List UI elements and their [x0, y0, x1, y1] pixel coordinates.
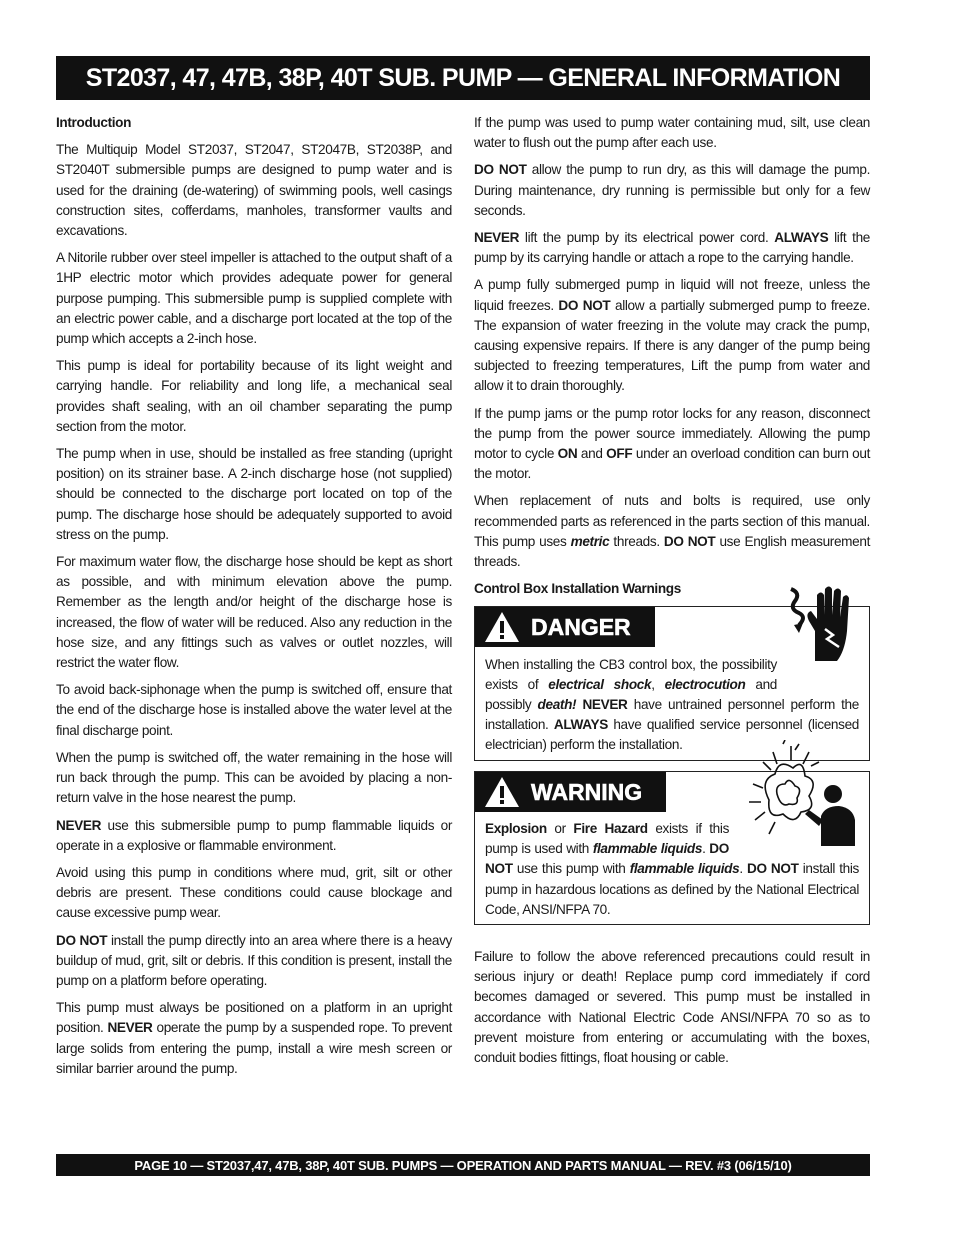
paragraph: DO NOT install the pump directly into an area where there is a heavy buildup of mud, grit, silt or debris. If this condition is present, install the pump on a platform before operating.: [56, 932, 452, 988]
paragraph: A pump fully submerged pump in liquid will not freeze, unless the liquid freezes. DO NOT allow a partially submerged pump to freeze. The expansion of water freezing in the volute may crack the pump, causing expensive repairs. If there is any danger of the pump being subjected to freezing temperatures, Lift the pump from water and allow it to drain thoroughly.: [474, 277, 870, 394]
page-title: ST2037, 47, 47B, 38P, 40T SUB. PUMP — GENERAL INFORMATION: [56, 56, 870, 100]
paragraph: To avoid back-siphonage when the pump is switched off, ensure that the end of the discharge hose is installed above the water level at the final discharge point.: [56, 682, 452, 738]
right-column: [474, 113, 870, 1075]
warning-triangle-icon: [483, 775, 521, 809]
danger-text: When installing the CB3 control box, the possibility exists of electrical shock, electrocution and possibly death! NEVER have untrained personnel perform the installation. ALWAYS have qualified service personnel (licensed electrician) perform the installation.: [485, 656, 859, 753]
warning-label: WARNING: [531, 778, 643, 805]
danger-callout: [474, 606, 870, 760]
paragraph: If the pump was used to pump water containing mud, silt, use clean water to flush out the pump after each use.: [474, 115, 870, 151]
paragraph: When replacement of nuts and bolts is required, use only recommended parts as referenced in the parts section of this manual. This pump uses metric threads. DO NOT use English measurement threads.: [474, 493, 870, 570]
paragraph: The Multiquip Model ST2037, ST2047, ST2047B, ST2038P, and ST2040T submersible pumps are designed to pump water and is used for the draining (de-watering) of swimming pools, well casings construction sites, cofferdams, manholes, transformer vaults and excavations.: [56, 142, 452, 239]
warning-text: Explosion or Fire Hazard exists if this pump is used with flammable liquids. DO NOT use this pump with flammable liquids. DO NOT install this pump in hazardous locations as defined by the National Electrical Code, ANSI/NFPA 70.: [485, 820, 859, 917]
warning-badge: [475, 772, 666, 812]
paragraph: For maximum water flow, the discharge hose should be kept as short as possible, and with minimum elevation above the pump. Remember as the length and/or height of the discharge hose is increased, the flow of water will be reduced. Also any reduction in the hose size, and any fittings such as valves or outlet nozzles, will restrict the water flow.: [56, 554, 452, 671]
paragraph: Avoid using this pump in conditions where mud, grit, silt or other debris are present. These conditions could cause blockage and cause excessive pump wear.: [56, 864, 452, 921]
danger-label: DANGER: [531, 614, 631, 641]
paragraph: The pump when in use, should be installed as free standing (upright position) on its strainer base. A 2-inch discharge hose (not supplied) should be connected to the discharge port located on top of the pump. The discharge hose should be adequately supported to avoid stress on the pump.: [56, 446, 452, 542]
page-footer: PAGE 10 — ST2037,47, 47B, 38P, 40T SUB. PUMPS — OPERATION AND PARTS MANUAL — REV. #3 (06/15/10): [56, 1154, 870, 1176]
paragraph: If the pump jams or the pump rotor locks for any reason, disconnect the pump from the power source immediately. Allowing the pump motor to cycle ON and OFF under an overload condition can burn out the motor.: [474, 405, 871, 482]
paragraph: NEVER use this submersible pump to pump flammable liquids or operate in a explosive or flammable environment.: [56, 817, 452, 853]
paragraph: This pump is ideal for portability because of its light weight and carrying handle. For reliability and long life, a mechanical seal provides shaft sealing, with an oil chamber separating the pump section from the motor.: [56, 358, 452, 434]
paragraph: NEVER lift the pump by its electrical power cord. ALWAYS lift the pump by its carrying handle or attach a rope to the carrying handle.: [474, 230, 870, 266]
danger-badge: [475, 607, 655, 647]
paragraph: When the pump is switched off, the water remaining in the hose will run back through the pump. This can be avoided by placing a non-return valve in the hose nearest the pump.: [56, 749, 452, 806]
left-column: [56, 113, 452, 1086]
paragraph: DO NOT allow the pump to run dry, as this will damage the pump. During maintenance, dry running is permissible but only for a few seconds.: [474, 162, 870, 218]
warning-callout: [474, 771, 870, 925]
section-heading-control-box: Control Box Installation Warnings: [474, 581, 681, 597]
paragraph: This pump must always be positioned on a platform in an upright position. NEVER operate the pump by a suspended rope. To prevent large solids from entering the pump, install a wire mesh screen or similar barrier around the pump.: [56, 1000, 452, 1076]
section-heading-introduction: Introduction: [56, 115, 132, 130]
explosion-icon: [739, 740, 859, 850]
paragraph: A Nitorile rubber over steel impeller is attached to the output shaft of a 1HP electric motor which provides adequate power for general purpose pumping. This submersible pump is supplied complete with an electric power cable, and a discharge port located at the top of the pump which accepts a 2-inch hose.: [56, 250, 452, 347]
electric-shock-hand-icon: [787, 581, 859, 671]
paragraph: Failure to follow the above referenced precautions could result in serious injury or death! Replace pump cord immediately if cord becomes damaged or severed. This pump must be installed in accordance with National Electric Code ANSI/NFPA 70 so as to prevent moisture from entering or accumulating with the boxes, conduit bodies fittings, float housing or cable.: [474, 948, 870, 1065]
warning-triangle-icon: [483, 610, 521, 644]
